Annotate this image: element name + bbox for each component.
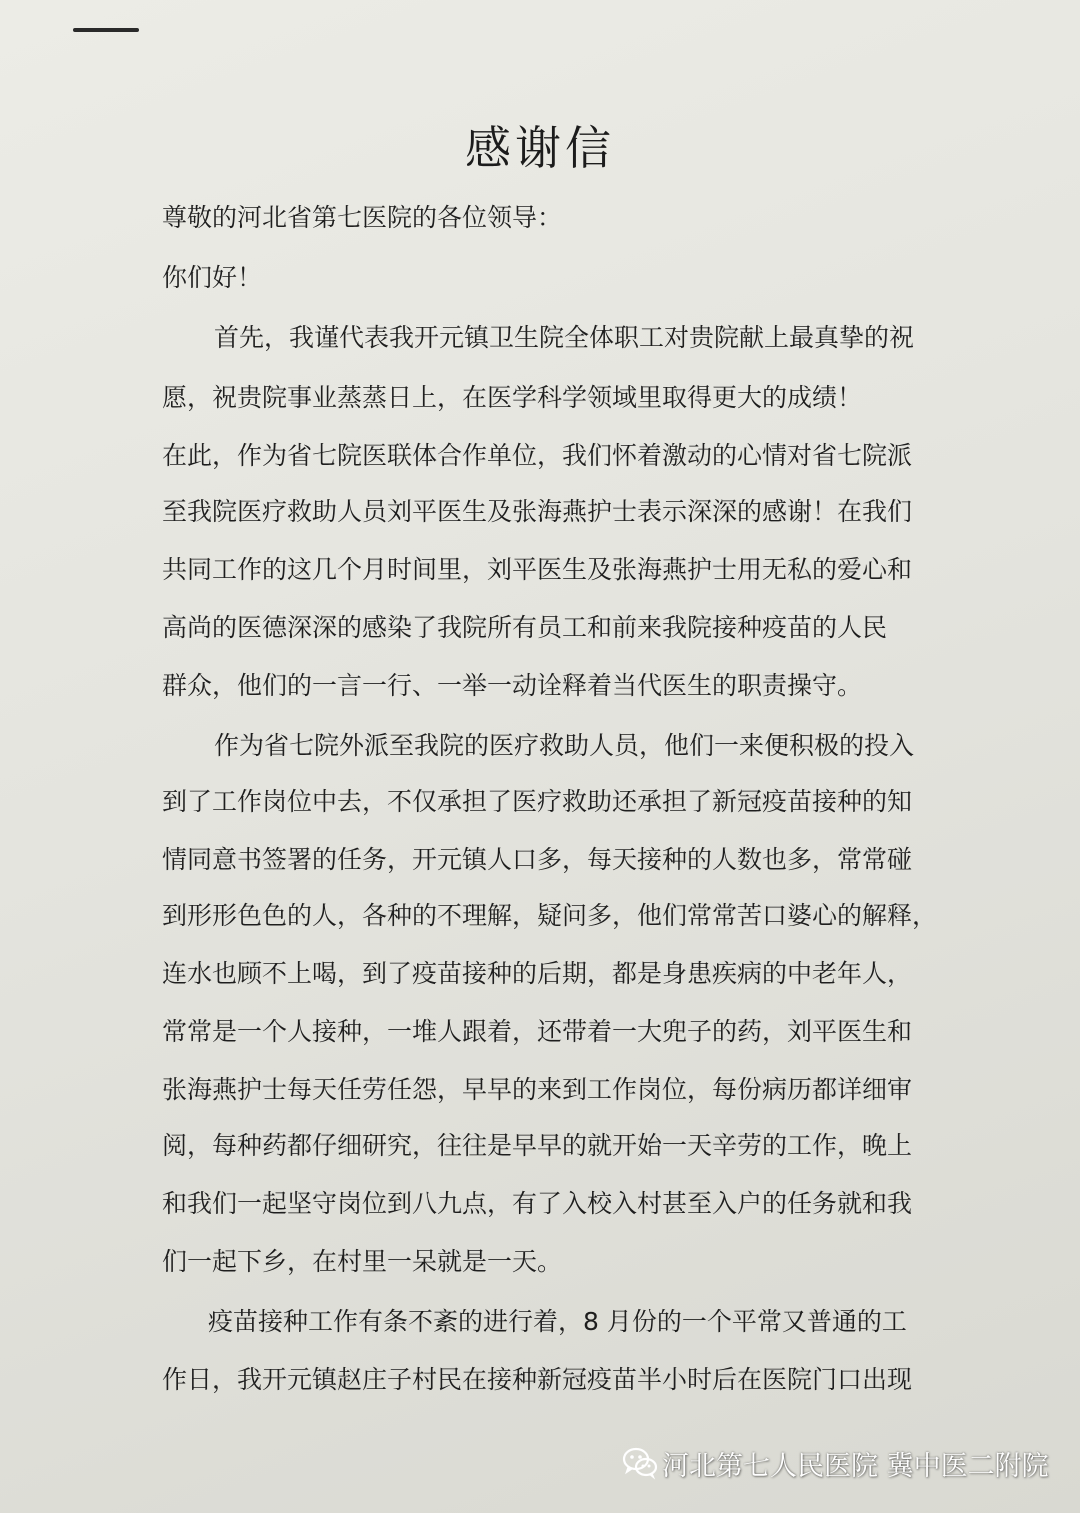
greeting: 你们好！ [162, 263, 263, 292]
wechat-icon [622, 1446, 658, 1480]
body-line: 到形形色色的人，各种的不理解，疑问多，他们常常苦口婆心的解释， [162, 901, 938, 930]
body-line: 张海燕护士每天任劳任怨，早早的来到工作岗位，每份病历都详细审 [162, 1075, 913, 1104]
body-line: 和我们一起坚守岗位到八九点，有了入校入村甚至入户的任务就和我 [162, 1189, 913, 1218]
body-line: 愿，祝贵院事业蒸蒸日上，在医学科学领域里取得更大的成绩！ [162, 383, 863, 412]
body-line: 高尚的医德深深的感染了我院所有员工和前来我院接种疫苗的人民 [162, 613, 888, 642]
body-line: 情同意书签署的任务，开元镇人口多，每天接种的人数也多，常常碰 [162, 845, 913, 874]
body-line: 共同工作的这几个月时间里，刘平医生及张海燕护士用无私的爱心和 [162, 555, 913, 584]
body-line: 们一起下乡，在村里一呆就是一天。 [162, 1247, 563, 1276]
wechat-watermark [622, 1440, 1049, 1486]
body-line: 首先，我谨代表我开元镇卫生院全体职工对贵院献上最真挚的祝 [214, 323, 915, 352]
body-line: 连水也顾不上喝，到了疫苗接种的后期，都是身患疾病的中老年人， [162, 959, 913, 988]
body-line: 作日，我开元镇赵庄子村民在接种新冠疫苗半小时后在医院门口出现 [162, 1365, 913, 1394]
letter-title: 感谢信 [465, 121, 615, 175]
body-line: 群众，他们的一言一行、一举一动诠释着当代医生的职责操守。 [162, 671, 863, 700]
body-line: 在此，作为省七院医联体合作单位，我们怀着激动的心情对省七院派 [162, 441, 913, 470]
body-line: 疫苗接种工作有条不紊的进行着，8 月份的一个平常又普通的工 [208, 1307, 907, 1336]
body-line: 常常是一个人接种，一堆人跟着，还带着一大兜子的药，刘平医生和 [162, 1017, 913, 1046]
body-line: 阅，每种药都仔细研究，往往是早早的就开始一天辛劳的工作，晚上 [162, 1131, 913, 1160]
body-line: 至我院医疗救助人员刘平医生及张海燕护士表示深深的感谢！在我们 [162, 497, 913, 526]
corner-dash-mark [73, 28, 139, 32]
body-line: 到了工作岗位中去，不仅承担了医疗救助还承担了新冠疫苗接种的知 [162, 787, 913, 816]
watermark-text: 河北第七人民医院 冀中医二附院 [662, 1450, 1049, 1482]
salutation: 尊敬的河北省第七医院的各位领导： [162, 203, 563, 232]
body-line: 作为省七院外派至我院的医疗救助人员，他们一来便积极的投入 [214, 731, 915, 760]
